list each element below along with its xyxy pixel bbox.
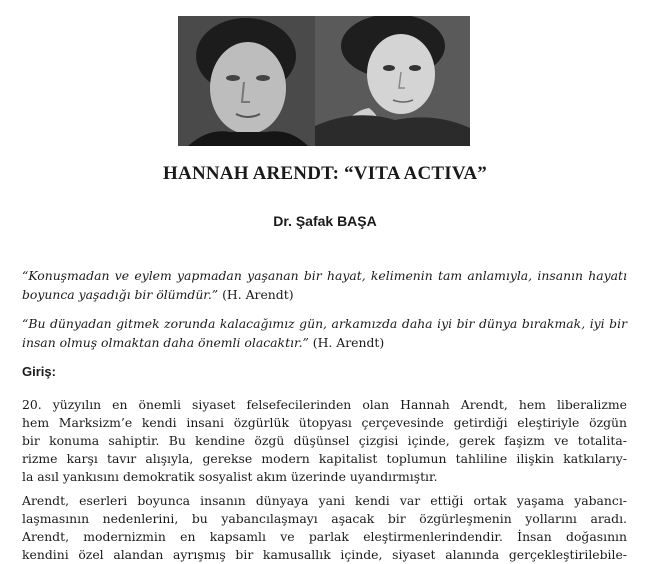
portrait-photo-right [315,16,470,146]
paragraph-line: bir konuma sahiptir. Bu kendine özgü düşünsel çizgisi içinde, gerek faşizm ve totalita- [22,433,627,448]
epigraph-quote [22,266,627,304]
article-title: HANNAH ARENDT: “VITA ACTIVA” [163,163,487,184]
portrait-photos [178,16,470,146]
author-name: Dr. Şafak BAŞA [273,213,377,229]
quote-attribution: (H. Arendt) [308,335,385,350]
epigraph-quote [22,314,627,352]
paragraph-line: laşmasının nedenlerini, bu yabancılaşmayı aşacak bir özgürleşmenin yollarını aradı. [22,511,627,526]
quote-text: “Konuşmadan ve eylem yapmadan yaşanan bir hayat, kelimenin tam anlamıyla, insanın hayatı boyunca yaşadığı bir ölümdür.” [22,268,627,302]
body-paragraph [22,492,627,564]
paragraph-line: Arendt, eserleri boyunca insanın dünyaya yani kendi var ettiği ortak yaşama yabancı- [22,493,627,508]
paragraph-line: hem Marksizm’e kendi insani özgürlük ütopyası çerçevesinde getirdiği eleştiriyle özgün [22,415,627,430]
paragraph-line: rizme karşı tavır alışıyla, gerekse modern kapitalist toplumun tahliline ilişkin katkılarıy- [22,451,627,466]
section-heading: Giriş: [22,364,56,379]
quote-attribution: (H. Arendt) [218,287,294,302]
paragraph-line: la asıl yankısını demokratik sosyalist akım üzerinde uyandırmıştır. [22,469,438,484]
body-paragraph [22,396,627,486]
paragraph-line: kendini özel alandan ayrışmış bir kamusallık içinde, siyaset alanında gerçekleştirilebile- [22,547,627,562]
quote-text: “Bu dünyadan gitmek zorunda kalacağımız gün, arkamızda daha iyi bir dünya bırakmak, iyi bir insan olmuş olmaktan daha önemli olacaktır.” [22,316,627,350]
paragraph-line: Arendt, modernizmin en kapsamlı ve parlak eleştirmenlerindendir. İnsan doğasının [22,529,627,544]
paragraph-line: 20. yüzyılın en önemli siyaset felsefecilerinden olan Hannah Arendt, hem liberalizme [22,397,627,412]
portrait-photo-left [178,16,315,146]
